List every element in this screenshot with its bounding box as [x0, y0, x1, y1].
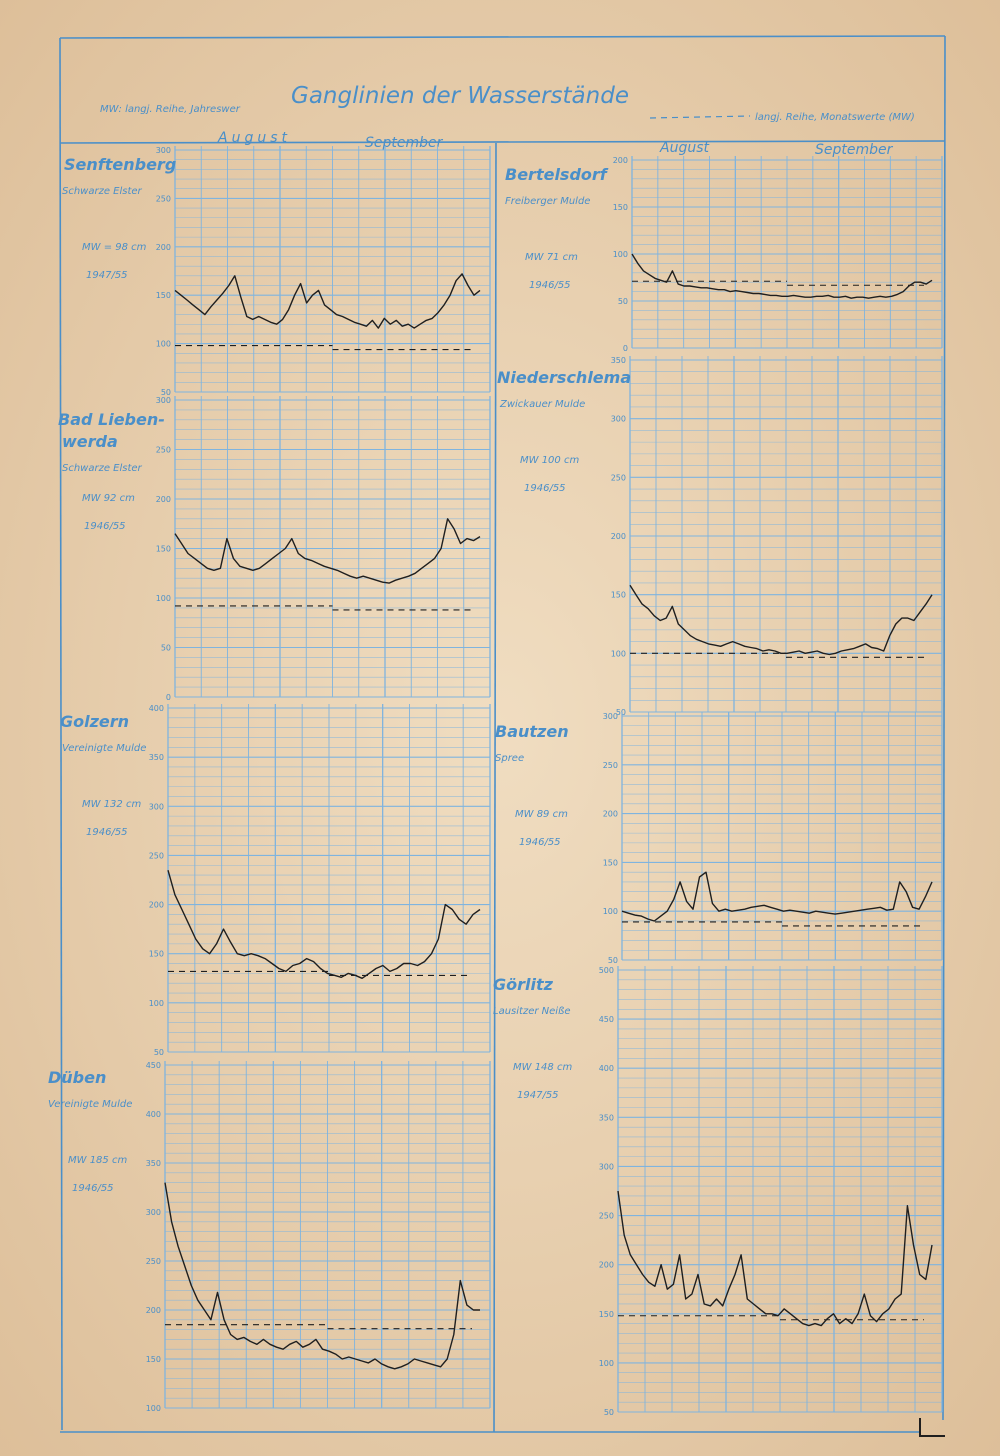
y-tick-label: 50 [153, 1048, 164, 1057]
y-tick-label: 450 [145, 1061, 161, 1070]
station-name: Görlitz [493, 975, 553, 994]
y-tick-label: 400 [598, 1064, 614, 1074]
station-name: Golzern [60, 712, 130, 731]
y-tick-label: 200 [598, 1260, 614, 1270]
station-name: Bertelsdorf [505, 165, 607, 184]
period-label: 1946/55 [529, 280, 571, 291]
period-label: 1946/55 [524, 483, 566, 494]
river-name: Schwarze Elster [62, 463, 142, 474]
y-tick-label: 500 [598, 966, 614, 975]
period-label: 1946/55 [72, 1183, 114, 1194]
river-name: Schwarze Elster [62, 186, 142, 197]
y-tick-label: 250 [602, 760, 618, 770]
y-tick-label: 300 [148, 802, 164, 812]
month-label-august-right: August [660, 140, 709, 156]
y-tick-label: 300 [598, 1162, 614, 1172]
station-name: Bad Lieben- [58, 410, 165, 429]
y-tick-label: 50 [160, 643, 171, 653]
y-tick-label: 200 [148, 900, 164, 910]
y-tick-label: 450 [598, 1015, 614, 1025]
y-tick-label: 100 [610, 649, 626, 659]
station-name: Niederschlema [497, 368, 632, 387]
river-name: Freiberger Mulde [505, 196, 591, 207]
y-tick-label: 300 [610, 414, 626, 424]
y-tick-label: 200 [155, 495, 171, 504]
river-name: Spree [495, 753, 525, 764]
y-tick-label: 150 [602, 858, 618, 868]
y-tick-label: 400 [145, 1110, 161, 1119]
y-tick-label: 100 [148, 998, 164, 1008]
mw-label: MW 148 cm [513, 1062, 573, 1073]
y-tick-label: 0 [165, 693, 171, 702]
mw-label: MW 89 cm [515, 809, 568, 820]
y-tick-label: 50 [160, 388, 171, 397]
period-label: 1946/55 [86, 827, 128, 838]
y-tick-label: 150 [610, 590, 626, 600]
y-tick-label: 100 [155, 594, 171, 603]
y-tick-label: 200 [610, 532, 626, 541]
y-tick-label: 100 [598, 1358, 614, 1368]
river-name: Zwickauer Mulde [500, 399, 586, 410]
y-tick-label: 250 [598, 1211, 614, 1221]
y-tick-label: 50 [617, 297, 628, 306]
y-tick-label: 350 [148, 753, 164, 763]
mw-label: MW 185 cm [68, 1155, 128, 1166]
y-tick-label: 200 [155, 242, 171, 252]
mw-label: MW 71 cm [525, 252, 578, 263]
y-tick-label: 300 [155, 146, 171, 155]
y-tick-label: 100 [602, 907, 618, 917]
river-name: Lausitzer Neiße [493, 1006, 571, 1017]
legend-mw-year: MW: langj. Reihe, Jahreswer [100, 104, 240, 115]
y-tick-label: 200 [145, 1306, 161, 1315]
river-name: Vereinigte Mulde [62, 743, 147, 754]
period-label: 1946/55 [519, 837, 561, 848]
y-tick-label: 150 [145, 1355, 161, 1364]
period-label: 1947/55 [517, 1090, 559, 1101]
station-name: Senftenberg [64, 155, 177, 174]
y-tick-label: 300 [602, 712, 618, 721]
period-label: 1946/55 [84, 521, 126, 532]
period-label: 1947/55 [86, 270, 128, 281]
month-label-september-right: September [815, 142, 893, 158]
station-name: Bautzen [495, 722, 569, 741]
y-tick-label: 50 [603, 1408, 614, 1417]
y-tick-label: 350 [598, 1113, 614, 1123]
mw-label: MW 92 cm [82, 493, 135, 504]
y-tick-label: 150 [148, 949, 164, 959]
y-tick-label: 50 [607, 956, 618, 965]
mw-label: MW 100 cm [520, 455, 580, 466]
mw-label: MW = 98 cm [82, 242, 147, 253]
y-tick-label: 400 [148, 704, 164, 713]
y-tick-label: 150 [155, 291, 171, 301]
month-label-august-left: August [218, 130, 291, 146]
month-label-september-left: September [365, 135, 443, 151]
y-tick-label: 250 [155, 194, 171, 204]
y-tick-label: 150 [598, 1309, 614, 1319]
river-name: Vereinigte Mulde [48, 1099, 133, 1110]
y-tick-label: 300 [155, 396, 171, 405]
y-tick-label: 50 [615, 708, 626, 717]
y-tick-label: 150 [155, 544, 171, 554]
y-tick-label: 350 [145, 1159, 161, 1168]
station-name: Düben [48, 1068, 107, 1087]
y-tick-label: 250 [610, 473, 626, 483]
y-tick-label: 200 [602, 809, 618, 819]
y-tick-label: 250 [145, 1257, 161, 1266]
station-name-cont: werda [62, 432, 118, 451]
y-tick-label: 250 [155, 445, 171, 455]
y-tick-label: 100 [155, 339, 171, 349]
y-tick-label: 100 [612, 250, 628, 259]
y-tick-label: 0 [622, 344, 628, 353]
y-tick-label: 250 [148, 851, 164, 861]
page-title: Ganglinien der Wasserstände [291, 83, 629, 109]
y-tick-label: 150 [612, 203, 628, 212]
mw-label: MW 132 cm [82, 799, 142, 810]
y-tick-label: 100 [145, 1404, 161, 1413]
legend-mw-month: langj. Reihe, Monatswerte (MW) [755, 112, 915, 123]
y-tick-label: 200 [612, 156, 628, 165]
y-tick-label: 350 [610, 356, 626, 365]
y-tick-label: 300 [145, 1208, 161, 1217]
